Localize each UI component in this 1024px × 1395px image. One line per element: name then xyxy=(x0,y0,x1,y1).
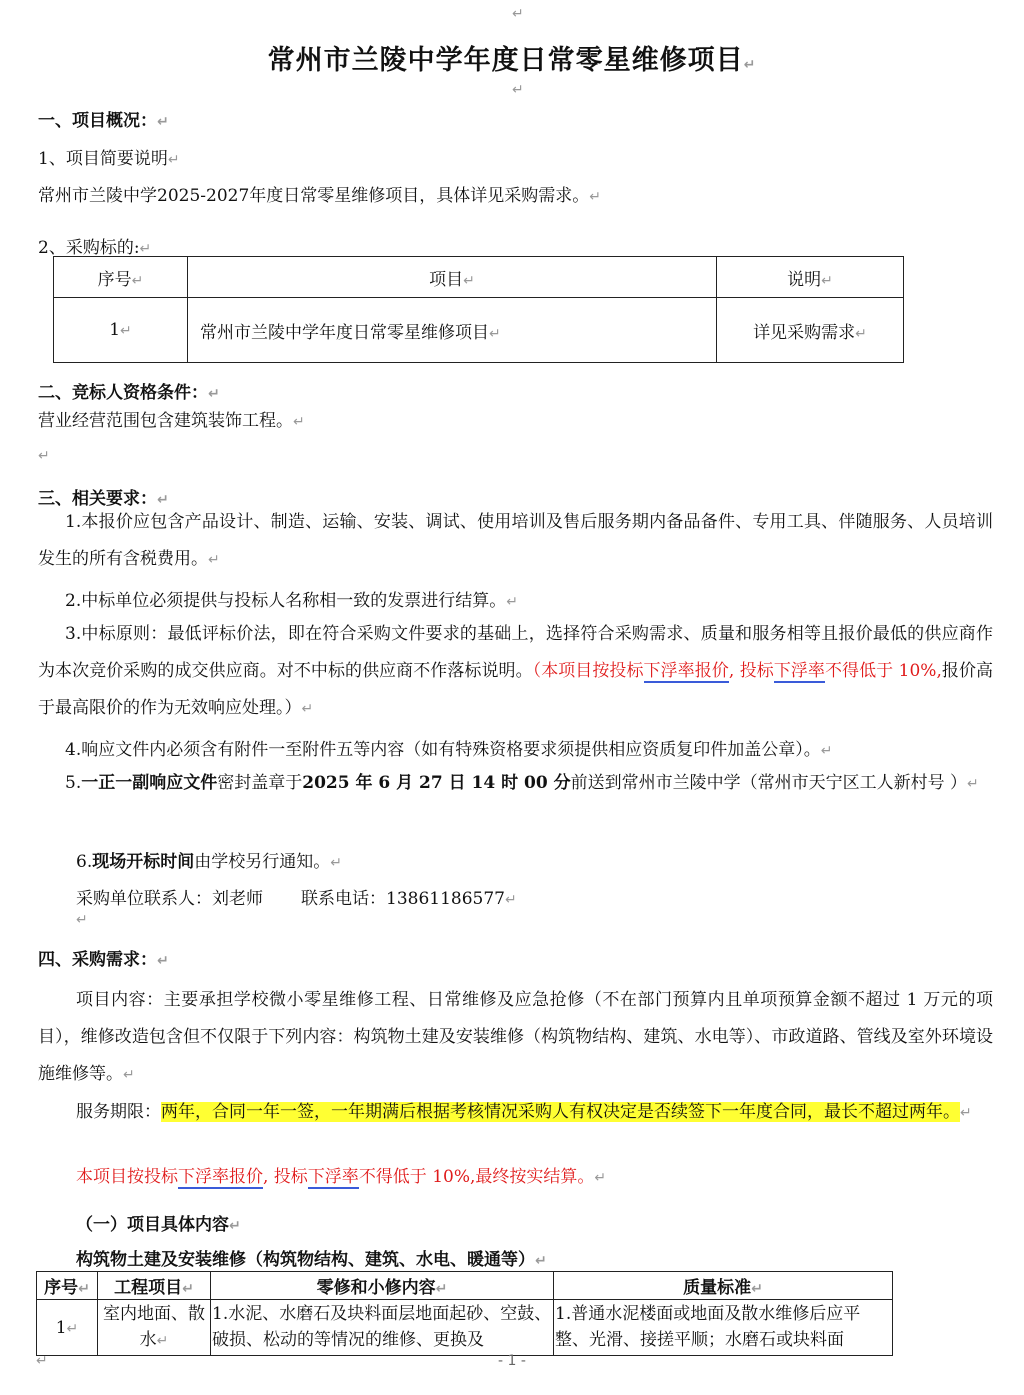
red-note: （本项目按投标下浮率报价, 投标下浮率不得低于 10%, xyxy=(532,661,942,681)
service-period: 服务期限：两年，合同一年一签，一年期满后根据考核情况采购人有权决定是否续签下一年度合同，最长不超过两年。↵ xyxy=(76,1102,972,1122)
header-cell: 项目↵ xyxy=(188,257,717,298)
table-row xyxy=(54,298,904,363)
document-title: 常州市兰陵中学年度日常零星维修项目↵ xyxy=(267,45,757,76)
page-number: - 1 - xyxy=(498,1353,526,1369)
maintenance-table xyxy=(36,1271,893,1356)
header-cell: 质量标准↵ xyxy=(554,1272,893,1300)
header-cell: 说明↵ xyxy=(717,257,904,298)
procurement-table xyxy=(53,256,904,363)
project-content: 项目内容：主要承担学校微小零星维修工程、日常维修及应急抢修（不在部门预算内且单项预算金额不超过 1 万元的项目），维修改造包含但不仅限于下列内容：构筑物土建及安装维修（构筑物结构、建筑、水电等）、市政道路、管线及室外环境设施维修等。↵ xyxy=(38,990,993,1084)
paragraph-mark: ↵ xyxy=(38,448,50,464)
subheading-summary: 1、项目简要说明↵ xyxy=(38,149,180,169)
section-heading-2: 二、竞标人资格条件：↵ xyxy=(38,383,220,403)
header-cell: 工程项目↵ xyxy=(98,1272,211,1300)
contact-line: 采购单位联系人：刘老师 联系电话：13861186577↵ xyxy=(76,889,517,909)
project-description: 常州市兰陵中学2025-2027年度日常零星维修项目，具体详见采购需求。↵ xyxy=(38,186,602,206)
paragraph-mark: ↵ xyxy=(512,6,524,22)
requirement-2: 2.中标单位必须提供与投标人名称相一致的发票进行结算。↵ xyxy=(65,591,518,611)
section-heading-3: 三、相关要求：↵ xyxy=(38,489,169,509)
header-cell: 序号↵ xyxy=(54,257,188,298)
cell-quality-standard: 1.普通水泥楼面或地面及散水维修后应平整、光滑、接搓平顺；水磨石或块料面 xyxy=(554,1300,893,1356)
requirement-4: 4.响应文件内必须含有附件一至附件五等内容（如有特殊资格要求须提供相应资质复印件加盖公章）。↵ xyxy=(65,740,833,760)
cell-work-item: 室内地面、散水↵ xyxy=(98,1300,211,1356)
paragraph-mark: ↵ xyxy=(36,1353,48,1369)
cell-repair-content: 1.水泥、水磨石及块料面层地面起砂、空鼓、破损、松动的等情况的维修、更换及 xyxy=(211,1300,554,1356)
paragraph-mark: ↵ xyxy=(76,912,88,928)
subheading-procurement-items: 2、采购标的:↵ xyxy=(38,238,152,258)
header-cell: 零修和小修内容↵ xyxy=(211,1272,554,1300)
table-header-row xyxy=(37,1272,893,1300)
cell-index: 1↵ xyxy=(54,298,188,363)
section-heading-4: 四、采购需求：↵ xyxy=(38,950,169,970)
section-heading-1: 一、项目概况：↵ xyxy=(38,111,169,131)
qualification-text: 营业经营范围包含建筑装饰工程。↵ xyxy=(38,411,305,431)
cell-project: 常州市兰陵中学年度日常零星维修项目↵ xyxy=(188,298,717,363)
requirement-3: 3.中标原则：最低评标价法，即在符合采购文件要求的基础上，选择符合采购需求、质量和服务相等且报价最低的供应商作为本次竞价采购的成交供应商。对不中标的供应商不作落标说明。（本项目按投标下浮率报价, 投标下浮率不得低于 10%,报价高于最高限价的作为无效响应处理。）↵ xyxy=(38,624,994,718)
header-cell: 序号↵ xyxy=(37,1272,98,1300)
table-header-row xyxy=(54,257,904,298)
subheading-specific-content: （一）项目具体内容↵ xyxy=(76,1215,241,1235)
highlighted-period: 两年，合同一年一签，一年期满后根据考核情况采购人有权决定是否续签下一年度合同，最长不超过两年。 xyxy=(161,1102,960,1122)
subheading-construction: 构筑物土建及安装维修（构筑物结构、建筑、水电、暖通等）↵ xyxy=(76,1250,547,1270)
requirement-6: 6.现场开标时间由学校另行通知。↵ xyxy=(76,852,342,872)
cell-index: 1↵ xyxy=(37,1300,98,1356)
cell-note: 详见采购需求↵ xyxy=(717,298,904,363)
table-row xyxy=(37,1300,893,1356)
red-pricing-note: 本项目按投标下浮率报价, 投标下浮率不得低于 10%,最终按实结算。↵ xyxy=(76,1167,607,1187)
requirement-5: 5.一正一副响应文件密封盖章于2025 年 6 月 27 日 14 时 00 分前送到常州市兰陵中学（常州市天宁区工人新村号 ）↵ xyxy=(65,773,979,793)
paragraph-mark: ↵ xyxy=(512,82,524,98)
requirement-1: 1.本报价应包含产品设计、制造、运输、安装、调试、使用培训及售后服务期内备品备件、专用工具、伴随服务、人员培训发生的所有含税费用。↵ xyxy=(38,512,993,569)
